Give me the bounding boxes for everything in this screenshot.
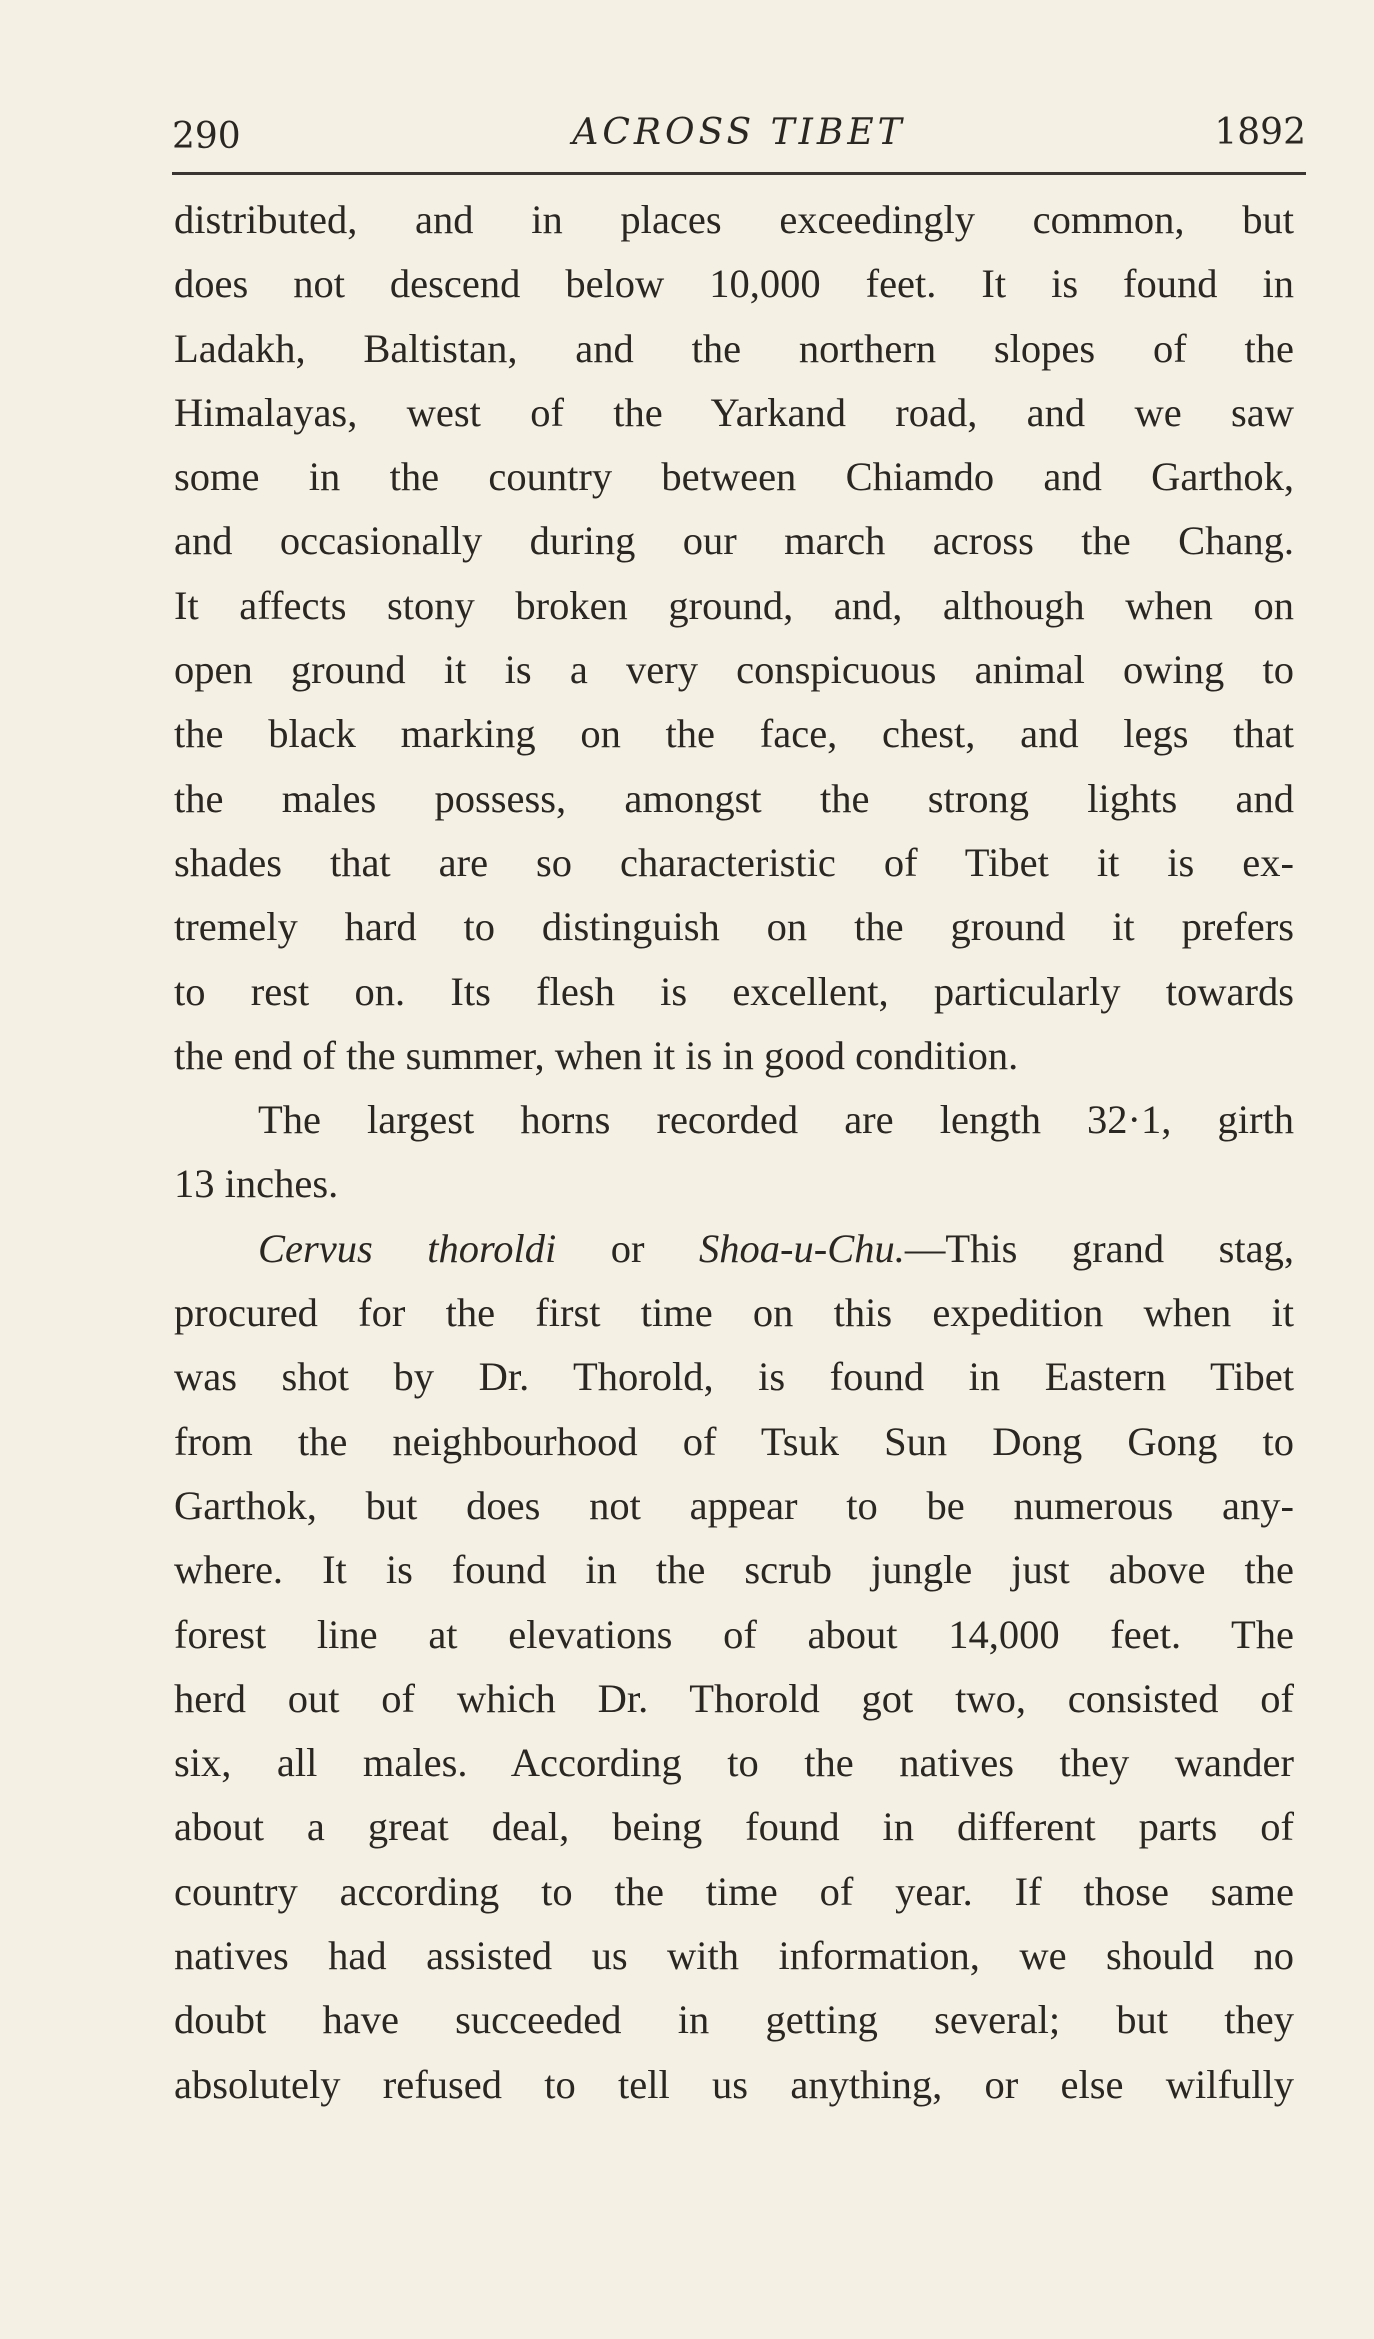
text-line bbox=[174, 1217, 1294, 1281]
text-line: procured for the first time on this expedition when it bbox=[174, 1290, 1294, 1336]
running-title: ACROSS TIBET bbox=[572, 112, 906, 153]
text-line: It affects stony broken ground, and, although when on bbox=[174, 582, 1294, 628]
text-line: tremely hard to distinguish on the ground it prefers bbox=[174, 904, 1294, 950]
text-line: country according to the time of year. If those same bbox=[174, 1868, 1294, 1914]
text-line: 13 inches. bbox=[174, 1161, 339, 1207]
text-line: Himalayas, west of the Yarkand road, and we saw bbox=[174, 389, 1294, 435]
local-name: Shoa-u-Chu. bbox=[699, 1225, 905, 1271]
text-line: where. It is found in the scrub jungle just above the bbox=[174, 1547, 1294, 1593]
text-line: natives had assisted us with information, we should no bbox=[174, 1933, 1294, 1979]
text-line: shades that are so characteristic of Tibet it is ex- bbox=[174, 839, 1294, 885]
body-text bbox=[174, 188, 1294, 2117]
text-line: from the neighbourhood of Tsuk Sun Dong Gong to bbox=[174, 1418, 1294, 1464]
text-line: the males possess, amongst the strong lights and bbox=[174, 775, 1294, 821]
text-line: open ground it is a very conspicuous animal owing to bbox=[174, 647, 1294, 693]
connector-word: or bbox=[556, 1225, 700, 1271]
text-line: to rest on. Its flesh is excellent, particularly towards bbox=[174, 968, 1294, 1014]
text-line: the end of the summer, when it is in good condition. bbox=[174, 1032, 1019, 1078]
text-line: The largest horns recorded are length 32·1, girth bbox=[258, 1097, 1294, 1143]
header-rule bbox=[172, 172, 1306, 175]
text-line: six, all males. According to the natives they wander bbox=[174, 1740, 1294, 1786]
header-year: 1892 bbox=[1214, 112, 1306, 153]
text-line: distributed, and in places exceedingly common, but bbox=[174, 197, 1294, 242]
running-head bbox=[172, 112, 1306, 164]
text-line: the black marking on the face, chest, and legs that bbox=[174, 711, 1294, 757]
text-line: absolutely refused to tell us anything, or else wilfully bbox=[174, 2061, 1294, 2107]
text-line: was shot by Dr. Thorold, is found in Eastern Tibet bbox=[174, 1354, 1294, 1400]
text-line: forest line at elevations of about 14,000 feet. The bbox=[174, 1611, 1294, 1657]
text-line: doubt have succeeded in getting several; but they bbox=[174, 1997, 1294, 2043]
text-line: herd out of which Dr. Thorold got two, consisted of bbox=[174, 1675, 1294, 1721]
species-name: Cervus thoroldi bbox=[258, 1225, 557, 1271]
text-line: about a great deal, being found in different parts of bbox=[174, 1804, 1294, 1850]
page-number: 290 bbox=[172, 116, 241, 157]
text-line: Garthok, but does not appear to be numerous any- bbox=[174, 1482, 1294, 1528]
text-line: does not descend below 10,000 feet. It is found in bbox=[174, 261, 1294, 307]
text-line: some in the country between Chiamdo and Garthok, bbox=[174, 454, 1294, 500]
text-line: Ladakh, Baltistan, and the northern slopes of the bbox=[174, 325, 1294, 371]
text-line: and occasionally during our march across the Chang. bbox=[174, 518, 1294, 564]
text-fragment: —This grand stag, bbox=[904, 1225, 1294, 1271]
